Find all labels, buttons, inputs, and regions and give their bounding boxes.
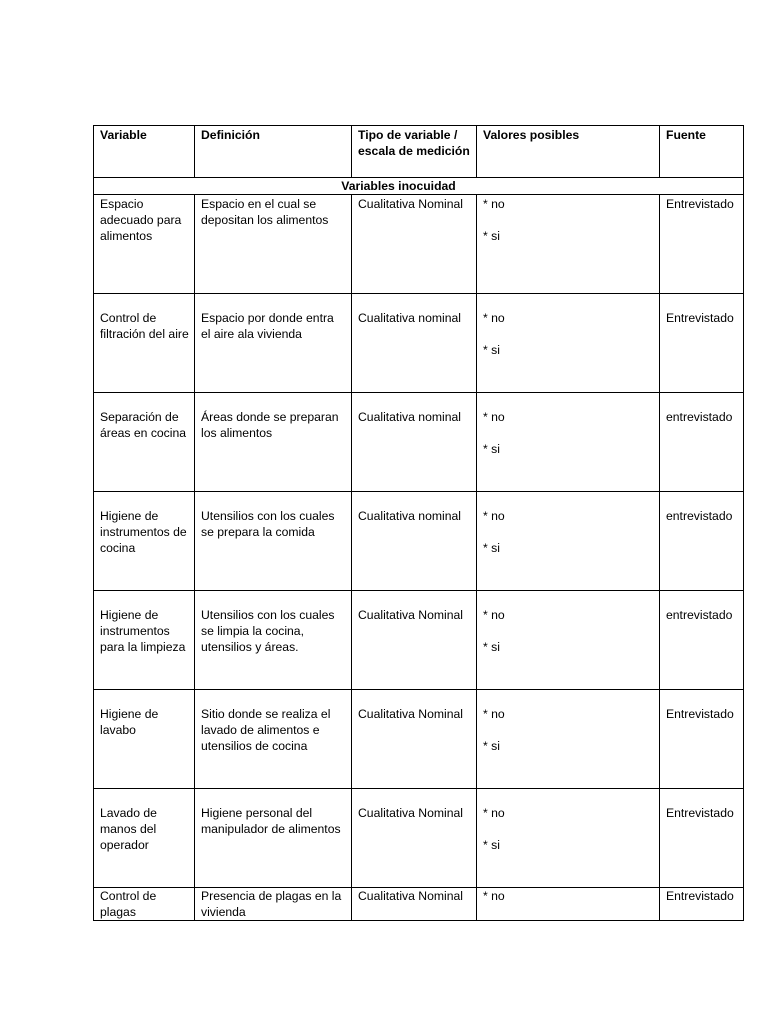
cell-fuente: entrevistado [660, 591, 744, 690]
variables-table [93, 125, 744, 921]
cell-fuente: Entrevistado [660, 294, 744, 393]
value-no: * no [483, 608, 505, 622]
cell-fuente: entrevistado [660, 492, 744, 591]
header-variable: Variable [94, 126, 195, 178]
header-tipo: Tipo de variable / escala de medición [352, 126, 477, 178]
table-row [94, 789, 744, 888]
cell-definicion: Utensilios con los cuales se prepara la comida [195, 492, 352, 591]
table-row [94, 690, 744, 789]
value-no: * no [483, 197, 505, 211]
cell-valores [477, 195, 660, 294]
cell-definicion: Espacio en el cual se depositan los alimentos [195, 195, 352, 294]
cell-definicion: Presencia de plagas en la vivienda [195, 888, 352, 921]
cell-tipo: Cualitativa Nominal [352, 195, 477, 294]
header-valores: Valores posibles [477, 126, 660, 178]
cell-fuente: entrevistado [660, 393, 744, 492]
value-no: * no [483, 410, 505, 424]
cell-tipo: Cualitativa Nominal [352, 591, 477, 690]
cell-variable: Espacio adecuado para alimentos [94, 195, 195, 294]
table-row [94, 294, 744, 393]
cell-variable: Separación de áreas en cocina [94, 393, 195, 492]
cell-fuente: Entrevistado [660, 888, 744, 921]
cell-valores [477, 492, 660, 591]
cell-variable: Control de filtración del aire [94, 294, 195, 393]
value-si: * si [483, 640, 500, 654]
cell-tipo: Cualitativa Nominal [352, 690, 477, 789]
table-row [94, 393, 744, 492]
table-row [94, 195, 744, 294]
value-si: * si [483, 541, 500, 555]
cell-valores [477, 393, 660, 492]
value-si: * si [483, 442, 500, 456]
value-no: * no [483, 311, 505, 325]
table-row [94, 591, 744, 690]
value-no: * no [483, 707, 505, 721]
header-definicion: Definición [195, 126, 352, 178]
value-si: * si [483, 739, 500, 753]
cell-definicion: Áreas donde se preparan los alimentos [195, 393, 352, 492]
table-row [94, 888, 744, 921]
cell-valores [477, 591, 660, 690]
cell-definicion: Higiene personal del manipulador de alimentos [195, 789, 352, 888]
cell-fuente: Entrevistado [660, 789, 744, 888]
value-si: * si [483, 343, 500, 357]
cell-valores [477, 789, 660, 888]
cell-variable: Higiene de instrumentos de cocina [94, 492, 195, 591]
cell-fuente: Entrevistado [660, 195, 744, 294]
section-row [94, 178, 744, 195]
value-no: * no [483, 509, 505, 523]
cell-definicion: Sitio donde se realiza el lavado de alimentos e utensilios de cocina [195, 690, 352, 789]
cell-definicion: Utensilios con los cuales se limpia la cocina, utensilios y áreas. [195, 591, 352, 690]
header-fuente: Fuente [660, 126, 744, 178]
value-si: * si [483, 229, 500, 243]
cell-variable: Lavado de manos del operador [94, 789, 195, 888]
cell-valores [477, 294, 660, 393]
value-no: * no [483, 889, 505, 903]
table-row [94, 492, 744, 591]
cell-tipo: Cualitativa nominal [352, 294, 477, 393]
cell-tipo: Cualitativa Nominal [352, 888, 477, 921]
cell-tipo: Cualitativa nominal [352, 393, 477, 492]
section-title: Variables inocuidad [94, 178, 744, 195]
cell-tipo: Cualitativa Nominal [352, 789, 477, 888]
value-no: * no [483, 806, 505, 820]
value-si: * si [483, 838, 500, 852]
cell-definicion: Espacio por donde entra el aire ala vivienda [195, 294, 352, 393]
cell-variable: Higiene de lavabo [94, 690, 195, 789]
cell-variable: Control de plagas [94, 888, 195, 921]
cell-variable: Higiene de instrumentos para la limpieza [94, 591, 195, 690]
cell-fuente: Entrevistado [660, 690, 744, 789]
table-header-row [94, 126, 744, 178]
cell-tipo: Cualitativa nominal [352, 492, 477, 591]
cell-valores [477, 690, 660, 789]
cell-valores [477, 888, 660, 921]
